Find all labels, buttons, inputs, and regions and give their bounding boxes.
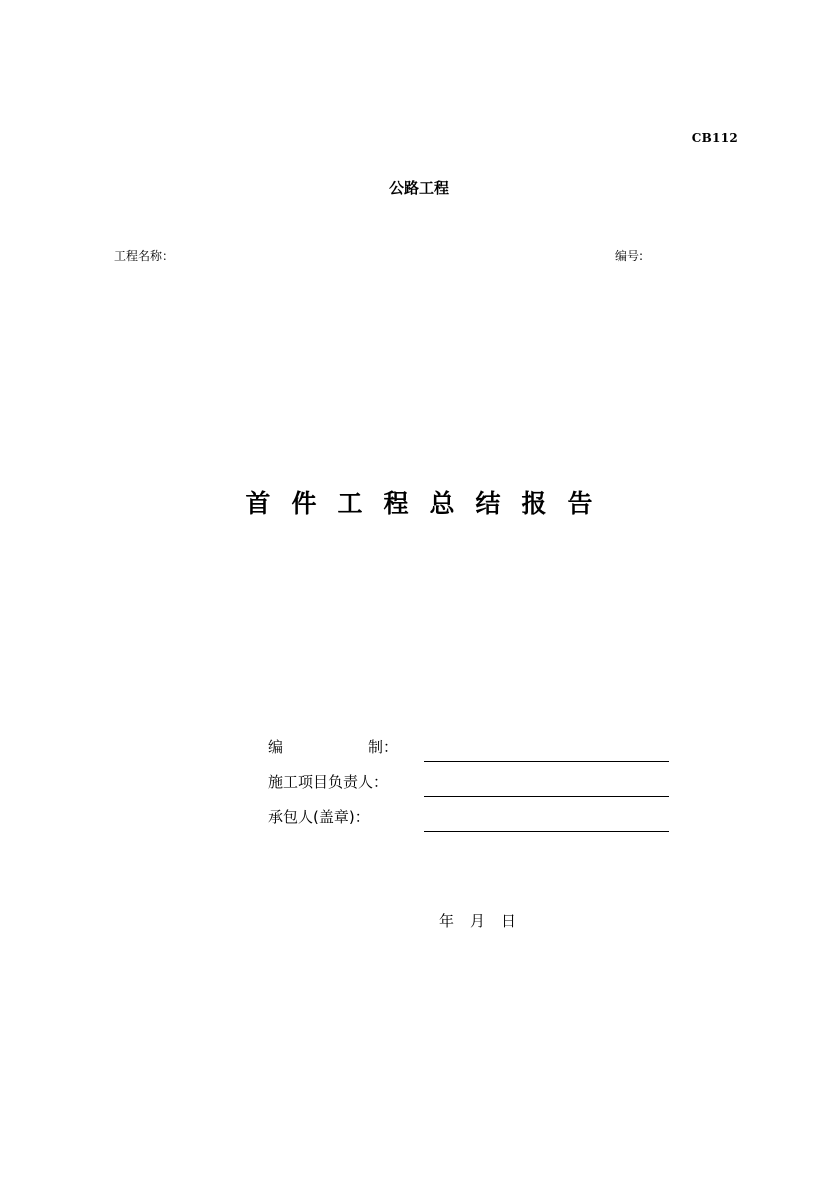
document-subtitle: 公路工程 (388, 179, 449, 197)
date-day: 日 (501, 912, 517, 930)
date-month: 月 (470, 912, 486, 930)
project-name-label: 工程名称： (114, 249, 175, 263)
project-manager-signature-line (424, 796, 669, 797)
compiler-label-part1: 编 (268, 738, 284, 756)
compiler-signature-line (424, 761, 669, 762)
contractor-label: 承包人(盖章)： (268, 808, 370, 826)
contractor-signature-line (424, 831, 669, 832)
project-manager-label: 施工项目负责人： (268, 773, 389, 791)
compiler-label-part2: 制： (367, 738, 398, 756)
form-code: CB112 (691, 131, 738, 145)
date-line (439, 910, 516, 931)
serial-number-label: 编号: (615, 249, 644, 263)
date-year: 年 (439, 912, 455, 930)
document-title: 首件工程总结报告 (245, 489, 614, 518)
compiler-label (268, 736, 398, 757)
